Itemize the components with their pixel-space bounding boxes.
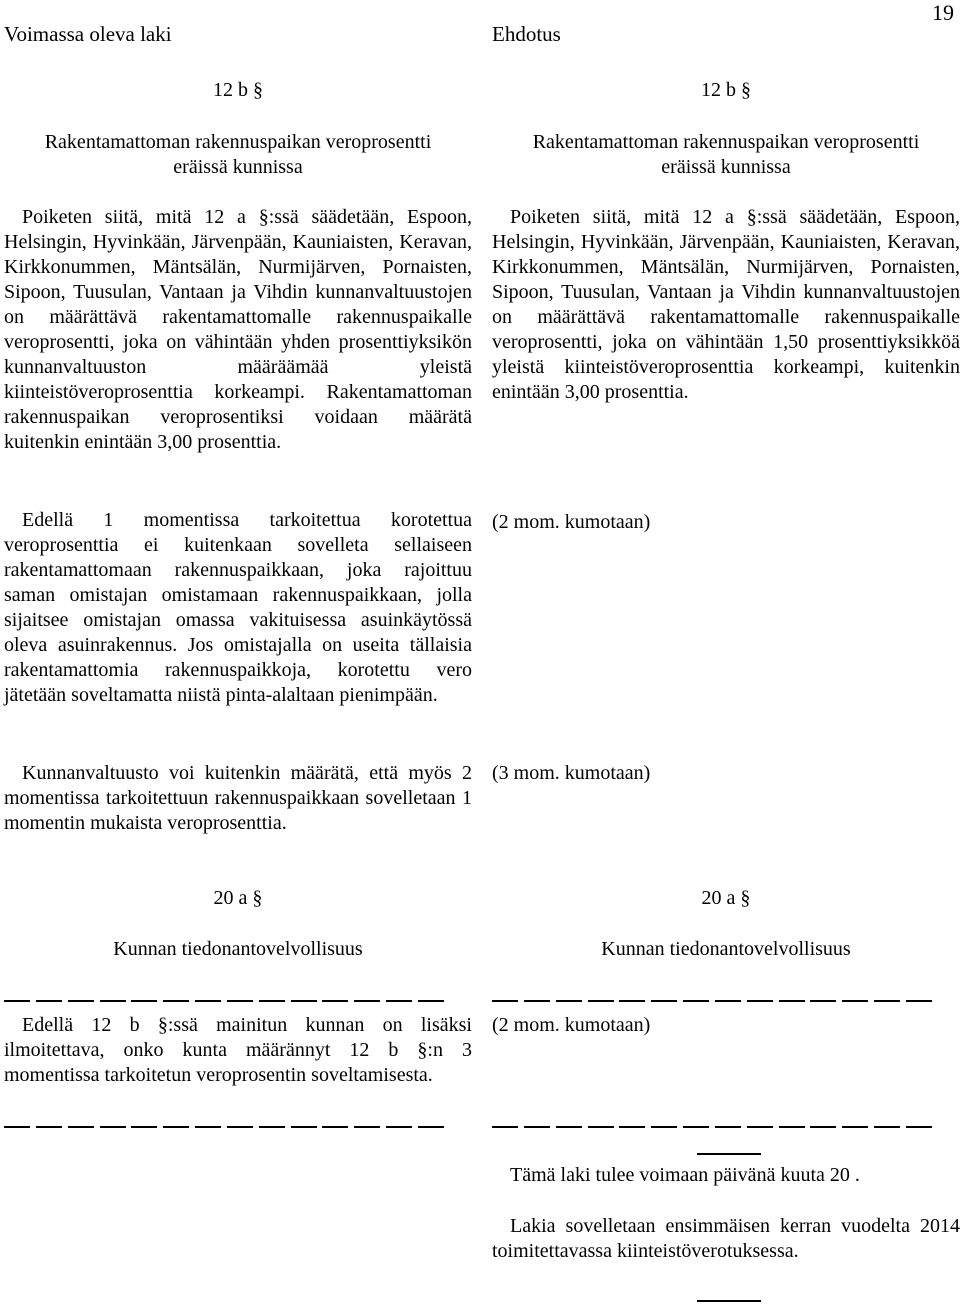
- section-12b-number: 12 b §: [701, 79, 751, 101]
- section-20a-title: Kunnan tiedonantovelvollisuus: [113, 938, 363, 960]
- omission-dash-line: [4, 1000, 444, 1002]
- section-12b-moment-3: Kunnanvaltuusto voi kuitenkin määrätä, että myös 2 momentissa tarkoitettuun rakennuspaikkaan sovelletaan 1 momentin mukaista veroprosenttia.: [4, 762, 472, 834]
- current-law-heading: Voimassa oleva laki: [4, 22, 172, 46]
- omission-dash-line: [4, 1126, 444, 1128]
- section-12b-title: Rakentamattoman rakennuspaikan veroprosentti eräissä kunnissa: [44, 131, 432, 178]
- application-clause: Lakia sovelletaan ensimmäisen kerran vuodelta 2014 toimitettavassa kiinteistöverotuksessa.: [492, 1215, 960, 1262]
- omission-dash-line: [492, 1000, 932, 1002]
- page-number: 19: [932, 0, 954, 25]
- separator-line: [697, 1153, 761, 1155]
- proposal-heading: Ehdotus: [492, 22, 561, 46]
- moment-2-repealed: (2 mom. kumotaan): [492, 511, 651, 533]
- section-20a-moment-2: Edellä 12 b §:ssä mainitun kunnan on lisäksi ilmoitettava, onko kunta määrännyt 12 b §:n 3 momentissa tarkoitetun veroprosentin soveltamisesta.: [4, 1014, 472, 1086]
- section-12b-title: Rakentamattoman rakennuspaikan veroprosentti eräissä kunnissa: [532, 131, 920, 178]
- separator-line: [697, 1300, 761, 1302]
- section-12b-moment-1: Poiketen siitä, mitä 12 a §:ssä säädetään, Espoon, Helsingin, Hyvinkään, Järvenpään, Kauniaisten, Keravan, Kirkkonummen, Mäntsälän, Nurmijärven, Pornaisten, Sipoon, Tuusulan, Vantaan ja Vihdin kunnanvaltuustojen on määrättävä rakentamattomalle rakennuspaikalle veroprosentti, joka on vähintään yhden prosenttiyksikön kunnanvaltuuston määräämää yleistä kiinteistöveroprosenttia korkeampi. Rakentamattoman rakennuspaikan veroprosentiksi voidaan määrätä kuitenkin enintään 3,00 prosenttia.: [4, 206, 472, 453]
- section-20a-moment-2-repealed: (2 mom. kumotaan): [492, 1014, 651, 1036]
- omission-dash-line: [492, 1126, 932, 1128]
- entry-into-force-clause: Tämä laki tulee voimaan päivänä kuuta 20 .: [510, 1164, 860, 1186]
- section-12b-moment-2: Edellä 1 momentissa tarkoitettua korotettua veroprosenttia ei kuitenkaan sovelleta sellaiseen rakentamattomaan rakennuspaikkaan, joka rajoittuu saman omistajan omistamaan rakennuspaikkaan, jolla sijaitsee omistajan omassa vakituisessa asuinkäytössä oleva asuinrakennus. Jos omistajalla on useita tällaisia rakentamattomia rakennuspaikkoja, korotettu vero jätetään soveltamatta niistä pinta-alaltaan pienimpään.: [4, 509, 472, 706]
- section-20a-number: 20 a §: [213, 887, 263, 909]
- section-12b-number: 12 b §: [213, 79, 263, 101]
- section-20a-title: Kunnan tiedonantovelvollisuus: [601, 938, 851, 960]
- moment-3-repealed: (3 mom. kumotaan): [492, 762, 651, 784]
- section-12b-moment-1: Poiketen siitä, mitä 12 a §:ssä säädetään, Espoon, Helsingin, Hyvinkään, Järvenpään, Kauniaisten, Keravan, Kirkkonummen, Mäntsälän, Nurmijärven, Pornaisten, Sipoon, Tuusulan, Vantaan ja Vihdin kunnanvaltuustojen on määrättävä rakentamattomalle rakennuspaikalle veroprosentti, joka on vähintään 1,50 prosenttiyksikköä yleistä kiinteistöveroprosenttia korkeampi, kuitenkin enintään 3,00 prosenttia.: [492, 206, 960, 403]
- section-20a-number: 20 a §: [701, 887, 751, 909]
